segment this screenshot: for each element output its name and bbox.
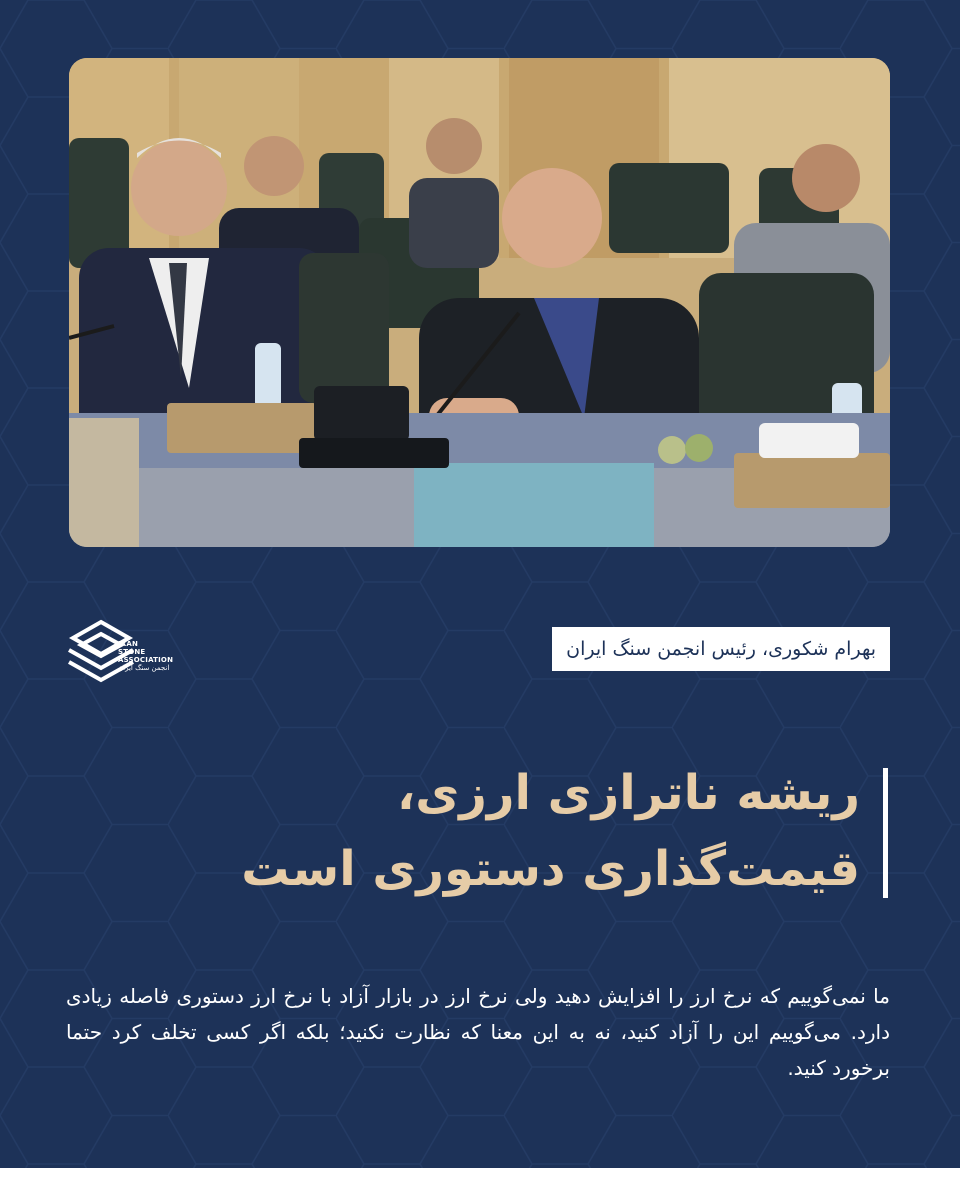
headline-line-1: ریشه ناترازی ارزی، xyxy=(397,765,860,821)
photo-illustration xyxy=(69,58,890,547)
logo-line-3: ASSOCIATION xyxy=(118,656,174,664)
logo-line-1: IRAN xyxy=(118,640,139,648)
logo-line-4: انجمن سنگ ایران xyxy=(118,664,170,672)
meeting-photo xyxy=(69,58,890,547)
quote-paragraph: ما نمی‌گوییم که نرخ ارز را افزایش دهید ولی نرخ ارز در بازار آزاد با نرخ ارز دستوری فاصله زیادی دارد. می‌گوییم این را آزاد کنید، نه به این معنا که نظارت نکنید؛ بلکه اگر کسی تخلف کرد حتما برخورد کنید. xyxy=(66,984,890,1080)
logo-wordmark xyxy=(118,640,173,672)
headline xyxy=(160,755,860,907)
speaker-caption: بهرام شکوری، رئیس انجمن سنگ ایران xyxy=(552,627,890,671)
headline-line-2: قیمت‌گذاری دستوری است xyxy=(241,841,860,897)
logo-line-2: STONE xyxy=(118,648,146,656)
headline-accent-bar xyxy=(883,768,888,898)
